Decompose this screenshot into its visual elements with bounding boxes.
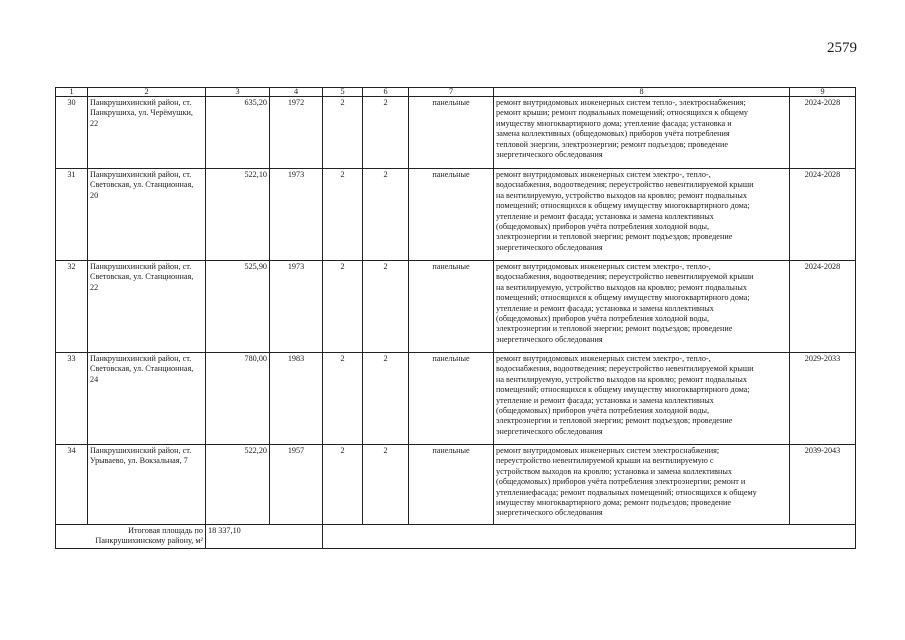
wall-material-cell: панельные	[409, 169, 494, 261]
area-cell: 522,10	[206, 169, 270, 261]
period-cell: 2024-2028	[790, 97, 856, 169]
entrances-cell: 2	[363, 169, 409, 261]
table-row	[56, 353, 856, 445]
works-line: на вентилируемую, устройство выходов на кровлю; ремонт подвальных	[496, 190, 747, 200]
works-cell	[494, 97, 790, 169]
total-row-filler	[323, 525, 856, 549]
works-cell	[494, 261, 790, 353]
works-line: на вентилируемую, устройство выходов на кровлю; ремонт подвальных	[496, 374, 747, 384]
works-line: электроэнергии и тепловой энергии; ремонт подъездов; проведение	[496, 416, 733, 426]
works-line: имуществу многоквартирного дома; утепление фасада; установка и	[496, 118, 732, 128]
row-number: 32	[56, 261, 88, 353]
works-line: (общедомовых) приборов учёта потребления холодной воды,	[496, 406, 710, 416]
wall-material-cell: панельные	[409, 353, 494, 445]
works-line: ремонт внутридомовых инженерных систем электроснабжения;	[496, 446, 720, 455]
period-cell: 2024-2028	[790, 261, 856, 353]
works-line: переустройство невентилируемой крыши на вентилируемую с	[496, 456, 714, 466]
column-header: 7	[409, 88, 494, 97]
works-line: (общедомовых) приборов учёта потребления холодной воды,	[496, 222, 710, 232]
floors-cell: 2	[323, 261, 363, 353]
table-row	[56, 97, 856, 169]
works-line: на вентилируемую, устройство выходов на кровлю; ремонт подвальных	[496, 282, 747, 292]
works-line: ремонт внутридомовых инженерных систем электро-, тепло-,	[496, 170, 711, 179]
works-line: замена коллективных (общедомовых) приборов учёта потребления	[496, 129, 730, 139]
period-cell: 2039-2043	[790, 445, 856, 525]
works-line: энергетического обследования	[496, 334, 603, 344]
works-line: помещений; относящихся к общему имуществу многоквартирного дома;	[496, 201, 750, 211]
total-label-line2: Панкрушихинскому району, м²	[95, 536, 203, 546]
page-number: 2579	[827, 40, 857, 56]
works-line: утеплениефасада; ремонт подвальных помещений; относящихся к общему	[496, 487, 757, 497]
works-line: энергетического обследования	[496, 426, 603, 436]
works-line: помещений; относящихся к общему имуществу многоквартирного дома;	[496, 293, 750, 303]
area-cell: 522,20	[206, 445, 270, 525]
works-cell	[494, 445, 790, 525]
area-cell: 525,90	[206, 261, 270, 353]
housing-registry-table	[55, 87, 856, 549]
works-line: ремонт внутридомовых инженерных систем тепло-, электроснабжения;	[496, 98, 746, 107]
area-cell: 635,20	[206, 97, 270, 169]
works-line: энергетического обследования	[496, 242, 603, 252]
works-line: имуществу многоквартирного дома; ремонт подъездов; проведение	[496, 498, 732, 508]
works-line: тепловой энергии, электроэнергии; ремонт подъездов; проведение	[496, 139, 728, 149]
wall-material-cell: панельные	[409, 97, 494, 169]
year-cell: 1983	[270, 353, 323, 445]
works-line: (общедомовых) приборов учёта потребления электроэнергии; ремонт и	[496, 477, 746, 487]
area-cell: 780,00	[206, 353, 270, 445]
wall-material-cell: панельные	[409, 445, 494, 525]
column-header: 2	[88, 88, 206, 97]
entrances-cell: 2	[363, 261, 409, 353]
works-line: водоснабжения, водоотведения; переустройство невентилируемой крыши	[496, 272, 754, 282]
floors-cell: 2	[323, 169, 363, 261]
works-line: ремонт внутридомовых инженерных систем электро-, тепло-,	[496, 262, 711, 271]
floors-cell: 2	[323, 97, 363, 169]
entrances-cell: 2	[363, 97, 409, 169]
total-area-value: 18 337,10	[206, 525, 323, 549]
address-cell: Панкрушихинский район, ст. Световская, ул. Станционная, 24	[88, 353, 206, 445]
total-label-line1: Итоговая площадь по	[128, 526, 203, 535]
works-line: утепление и ремонт фасада; установка и замена коллективных	[496, 395, 714, 405]
works-cell	[494, 169, 790, 261]
total-label	[56, 525, 206, 549]
floors-cell: 2	[323, 353, 363, 445]
works-line: энергетического обследования	[496, 508, 603, 518]
works-line: утепление и ремонт фасада; установка и замена коллективных	[496, 303, 714, 313]
year-cell: 1973	[270, 169, 323, 261]
address-cell: Панкрушихинский район, ст. Урываево, ул. Вокзальная, 7	[88, 445, 206, 525]
column-header: 6	[363, 88, 409, 97]
column-header: 9	[790, 88, 856, 97]
works-line: утепление и ремонт фасада; установка и замена коллективных	[496, 211, 714, 221]
year-cell: 1972	[270, 97, 323, 169]
period-cell: 2024-2028	[790, 169, 856, 261]
column-header: 4	[270, 88, 323, 97]
column-header: 3	[206, 88, 270, 97]
row-number: 33	[56, 353, 88, 445]
works-line: ремонт крыши; ремонт подвальных помещений; относящихся к общему	[496, 108, 748, 118]
floors-cell: 2	[323, 445, 363, 525]
column-header: 1	[56, 88, 88, 97]
column-number-header-row	[56, 88, 856, 97]
year-cell: 1957	[270, 445, 323, 525]
entrances-cell: 2	[363, 445, 409, 525]
works-line: электроэнергии и тепловой энергии; ремонт подъездов; проведение	[496, 324, 733, 334]
address-cell: Панкрушихинский район, ст. Панкрушиха, ул. Черёмушки, 22	[88, 97, 206, 169]
row-number: 31	[56, 169, 88, 261]
works-line: (общедомовых) приборов учёта потребления холодной воды,	[496, 314, 710, 324]
table-row	[56, 445, 856, 525]
table-row	[56, 169, 856, 261]
address-cell: Панкрушихинский район, ст. Световская, ул. Станционная, 22	[88, 261, 206, 353]
column-header: 8	[494, 88, 790, 97]
works-line: энергетического обследования	[496, 150, 603, 160]
wall-material-cell: панельные	[409, 261, 494, 353]
works-line: устройством выходов на кровлю; установка и замена коллективных	[496, 466, 732, 476]
works-line: водоснабжения, водоотведения; переустройство невентилируемой крыши	[496, 364, 754, 374]
year-cell: 1973	[270, 261, 323, 353]
works-line: ремонт внутридомовых инженерных систем электро-, тепло-,	[496, 354, 711, 363]
works-cell	[494, 353, 790, 445]
works-line: помещений; относящихся к общему имуществу многоквартирного дома;	[496, 385, 750, 395]
works-line: водоснабжения, водоотведения; переустройство невентилируемой крыши	[496, 180, 754, 190]
row-number: 34	[56, 445, 88, 525]
address-cell: Панкрушихинский район, ст. Световская, ул. Станционная, 20	[88, 169, 206, 261]
row-number: 30	[56, 97, 88, 169]
table-row	[56, 261, 856, 353]
period-cell: 2029-2033	[790, 353, 856, 445]
total-row	[56, 525, 856, 549]
entrances-cell: 2	[363, 353, 409, 445]
column-header: 5	[323, 88, 363, 97]
works-line: электроэнергии и тепловой энергии; ремонт подъездов; проведение	[496, 232, 733, 242]
